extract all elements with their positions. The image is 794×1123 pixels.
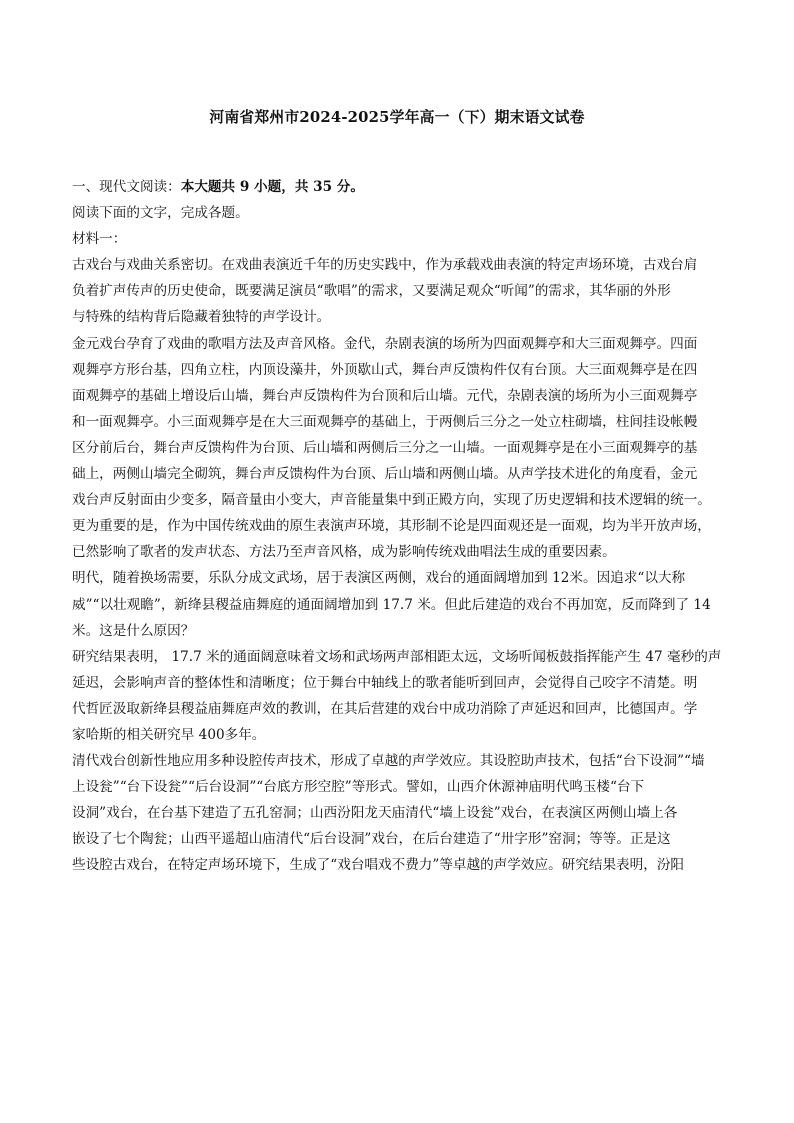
text-line: 家哈斯的相关研究早 400多年。 — [72, 726, 266, 743]
text-line: 些设腔古戏台，在特定声场环境下，生成了“戏台唱戏不费力”等卓越的声学效应。研究结果表明，汾阳 — [72, 857, 685, 874]
text-line: 负着扩声传声的历史使命，既要满足演员“歌唱”的需求，又要满足观众“听闻”的需求，其华丽的外形 — [72, 283, 671, 300]
page-title: 河南省郑州市2024-2025学年高一（下）期末语文试卷 — [209, 109, 585, 126]
section-heading-detail: 本大题共 9 小题，共 35 分。 — [180, 179, 364, 195]
text-line: 上设瓮”“台下设瓮”“后台设洞”“台底方形空腔”等形式。譬如，山西介休源神庙明代鸣玉楼“台下 — [72, 779, 645, 796]
text-line: 米。这是什么原因？ — [72, 622, 195, 639]
text-line: 古戏台与戏曲关系密切。在戏曲表演近千年的历史实践中，作为承载戏曲表演的特定声场环境，古戏台肩 — [72, 257, 698, 274]
document-body — [72, 174, 732, 879]
section-heading-prefix: 一、现代文阅读： — [72, 179, 181, 195]
text-line: 更为重要的是，作为中国传统戏曲的原生表演声环境，其形制不论是四面观还是一面观，均为半开放声场， — [72, 518, 711, 535]
text-line: 清代戏台创新性地应用多种设腔传声技术，形成了卓越的声学效应。其设腔助声技术，包括“台下设洞”“墙 — [72, 753, 705, 770]
section-heading — [72, 174, 732, 200]
text-line: 观舞亭方形台基，四角立柱，内顶设藻井，外顶歇山式，舞台声反馈构件仅有台顶。大三面观舞亭是在四 — [72, 361, 698, 378]
text-line: 和一面观舞亭。小三面观舞亭是在大三面观舞亭的基础上，于两侧后三分之一处立柱砌墙，柱间挂设帐幔 — [72, 413, 698, 430]
text-line: 嵌设了七个陶瓮；山西平遥超山庙清代“后台设洞”戏台，在后台建造了“卅字形”窑洞；等等。正是这 — [72, 831, 671, 848]
text-line: 已然影响了歌者的发声状态、方法乃至声音风格，成为影响传统戏曲唱法生成的重要因素。 — [72, 544, 616, 561]
text-line: 与特殊的结构背后隐藏着独特的声学设计。 — [72, 309, 331, 326]
text-line: 础上，两侧山墙完全砌筑，舞台声反馈构件为台顶、后山墙和两侧山墙。从声学技术进化的角度看，金元 — [72, 466, 698, 483]
text-line: 明代，随着换场需要，乐队分成文武场，居于表演区两侧，戏台的通面阔增加到 12米。因追求“以大称 — [72, 570, 686, 587]
text-line: 威”“以壮观瞻”，新绛县稷益庙舞庭的通面阔增加到 17.7 米。但此后建造的戏台不再加宽，反而降到了 14 — [72, 596, 711, 613]
text-line: 材料一： — [72, 231, 127, 248]
text-line: 设洞”戏台，在台基下建造了五孔窑洞；山西汾阳龙天庙清代“墙上设瓮”戏台，在表演区两侧山墙上各 — [72, 805, 678, 822]
text-line: 延迟，会影响声音的整体性和清晰度；位于舞台中轴线上的歌者能听到回声，会觉得自己咬字不清楚。明 — [72, 674, 698, 691]
text-line: 戏台声反射面由少变多，隔音量由小变大，声音能量集中到正殿方向，实现了历史逻辑和技术逻辑的统一。 — [72, 492, 711, 509]
text-line: 代哲匠汲取新绛县稷益庙舞庭声效的教训，在其后营建的戏台中成功消除了声延迟和回声，比德国声。学 — [72, 700, 698, 717]
text-line: 面观舞亭的基础上增设后山墙，舞台声反馈构件为台顶和后山墙。元代，杂剧表演的场所为小三面观舞亭 — [72, 387, 698, 404]
text-line: 研究结果表明， 17.7 米的通面阔意味着文场和武场两声部相距太远，文场听闻板鼓指挥能产生 47 毫秒的声 — [72, 648, 722, 665]
text-line: 金元戏台孕育了戏曲的歌唱方法及声音风格。金代，杂剧表演的场所为四面观舞亭和大三面观舞亭。四面 — [72, 335, 698, 352]
text-line: 区分前后台，舞台声反馈构件为台顶、后山墙和两侧后三分之一山墙。一面观舞亭是在小三面观舞亭的基 — [72, 439, 698, 456]
text-line: 阅读下面的文字，完成各题。 — [72, 205, 249, 222]
